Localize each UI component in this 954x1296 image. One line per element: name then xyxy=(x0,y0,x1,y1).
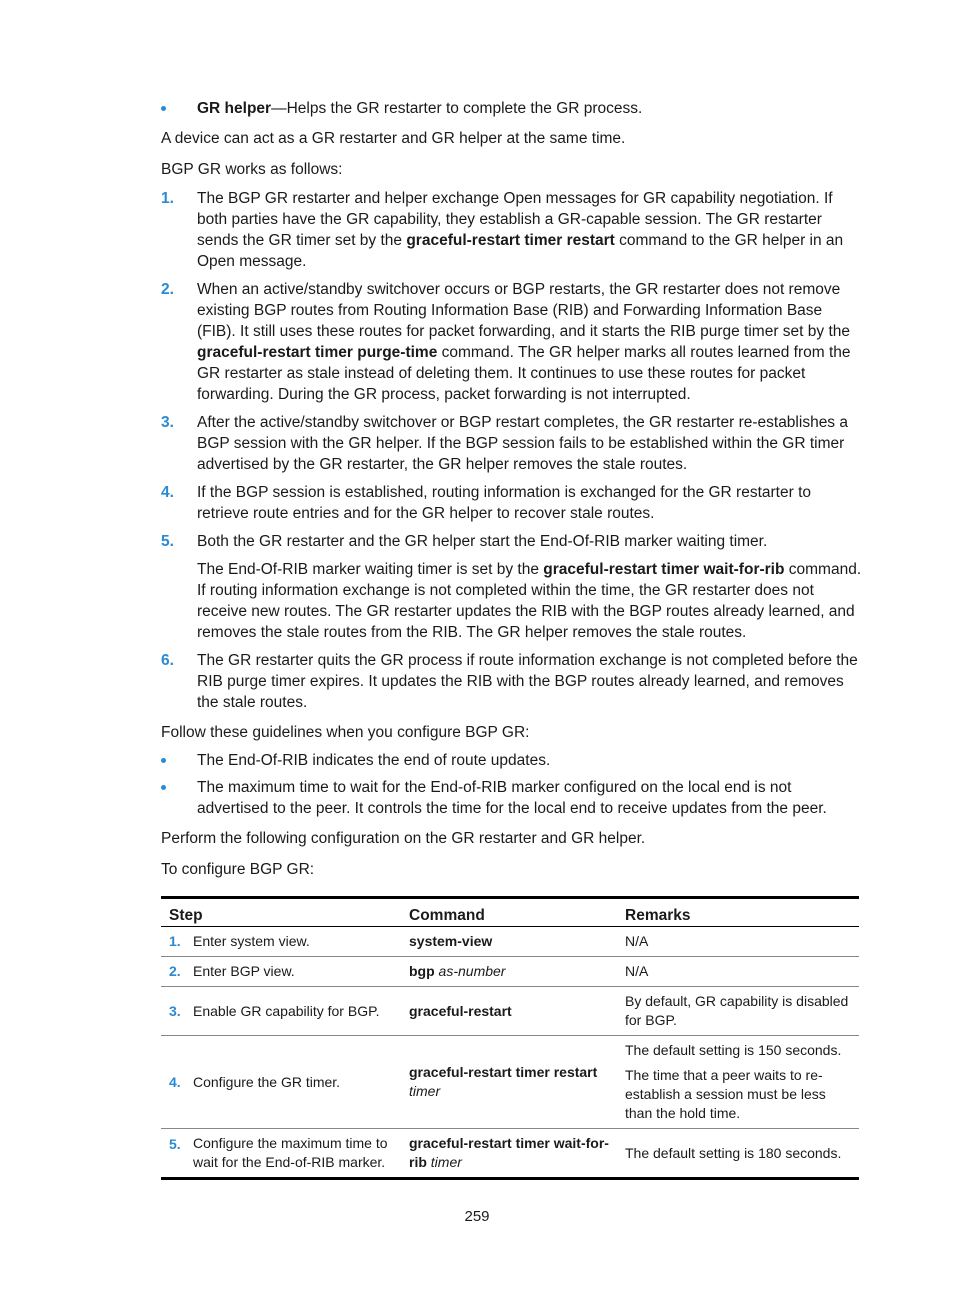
table-row xyxy=(161,1036,859,1129)
step-command: graceful-restart timer wait-for-rib xyxy=(543,561,785,578)
table-row xyxy=(161,1129,859,1179)
step-text: command. If routing information exchange is not completed within the time, the GR restarter does not receive new routes. The GR restarter updates the RIB with the BGP routes already learned, and removes the stale routes from the RIB. The GR helper removes the stale routes. xyxy=(197,561,862,641)
command-keyword: graceful-restart timer wait-for-rib xyxy=(409,1135,609,1170)
paragraph-perform: Perform the following configuration on the GR restarter and GR helper. xyxy=(161,830,646,847)
paragraph-device: A device can act as a GR restarter and GR helper at the same time. xyxy=(161,130,626,147)
page-number: 259 xyxy=(464,1208,490,1225)
header-step: Step xyxy=(161,898,401,927)
remark-text: By default, GR capability is disabled for BGP. xyxy=(625,993,849,1028)
remark-text: The time that a peer waits to re-establish a session must be less than the hold time. xyxy=(625,1067,826,1121)
document-body xyxy=(161,98,865,1180)
command-argument: timer xyxy=(409,1083,441,1099)
paragraph-works: BGP GR works as follows: xyxy=(161,161,343,178)
table-header-row xyxy=(161,898,859,927)
steps-list xyxy=(161,188,865,713)
row-remarks xyxy=(617,957,859,987)
command-keyword: graceful-restart xyxy=(409,1002,512,1019)
remark-text: N/A xyxy=(625,933,649,949)
header-remarks: Remarks xyxy=(617,898,859,927)
row-step-number: 1. xyxy=(161,927,185,957)
step-number: 2. xyxy=(161,281,174,298)
step-number: 6. xyxy=(161,652,174,669)
paragraph-configure: To configure BGP GR: xyxy=(161,861,315,878)
command-argument: as-number xyxy=(438,963,506,979)
guideline-item-2 xyxy=(161,777,865,819)
command-keyword: bgp xyxy=(409,963,435,979)
row-step-number: 4. xyxy=(161,1036,185,1129)
paragraph-guidelines: Follow these guidelines when you configure BGP GR: xyxy=(161,724,530,741)
step-text: command. The GR helper marks all routes learned from the GR restarter as stale instead of deleting them. It continues to use these routes for packet forwarding. During the GR process, packet forwarding is not interrupted. xyxy=(197,344,851,403)
table-row xyxy=(161,987,859,1036)
remark-text: The default setting is 180 seconds. xyxy=(625,1144,842,1161)
row-command xyxy=(401,957,617,987)
bullet-dot-icon xyxy=(161,758,166,763)
step-item-2 xyxy=(161,279,865,405)
guideline-text: The End-Of-RIB indicates the end of route updates. xyxy=(197,752,551,769)
bullet-dot-icon xyxy=(161,106,166,111)
row-step-number: 3. xyxy=(161,987,185,1036)
row-command xyxy=(401,1036,617,1129)
remark-text: The default setting is 150 seconds. xyxy=(625,1042,842,1058)
row-description: Enter BGP view. xyxy=(185,957,401,987)
table-row xyxy=(161,927,859,957)
command-keyword: system-view xyxy=(409,933,493,949)
row-remarks xyxy=(617,927,859,957)
bullet-gr-helper xyxy=(161,98,865,119)
step-number: 5. xyxy=(161,533,174,550)
row-remarks xyxy=(617,1036,859,1129)
header-command: Command xyxy=(401,898,617,927)
command-keyword: graceful-restart timer restart xyxy=(409,1064,598,1080)
step-text: After the active/standby switchover or BGP restart completes, the GR restarter re-establishes a BGP session with the GR helper. If the BGP session fails to be established within the GR timer advertised by the GR restarter, the GR helper removes the stale routes. xyxy=(197,414,848,473)
command-argument: timer xyxy=(430,1154,462,1170)
term-gr-helper: GR helper xyxy=(197,100,272,117)
table-row xyxy=(161,957,859,987)
row-command xyxy=(401,987,617,1036)
step-text: When an active/standby switchover occurs or BGP restarts, the GR restarter does not remove existing BGP routes from Routing Information Base (RIB) and Forwarding Information Base (FIB). It still uses these routes for packet forwarding, and it starts the RIB purge timer set by the xyxy=(197,281,850,340)
bullet-text: —Helps the GR restarter to complete the GR process. xyxy=(271,100,643,117)
step-text: The GR restarter quits the GR process if route information exchange is not completed before the RIB purge timer expires. It updates the RIB with the BGP routes already learned, and removes the stale routes. xyxy=(197,652,858,711)
step-text: The End-Of-RIB marker waiting timer is set by the xyxy=(197,561,544,578)
step-item-1 xyxy=(161,188,865,272)
step-5-detail xyxy=(161,559,865,643)
row-description: Enable GR capability for BGP. xyxy=(185,987,401,1036)
row-command xyxy=(401,927,617,957)
step-item-4 xyxy=(161,482,865,524)
step-text: The BGP GR restarter and helper exchange Open messages for GR capability negotiation. If both parties have the GR capability, they establish a GR-capable session. The GR restarter sends the GR timer set by the xyxy=(197,190,833,249)
step-number: 3. xyxy=(161,414,174,431)
remark-text: N/A xyxy=(625,963,649,979)
row-remarks xyxy=(617,1129,859,1179)
step-command: graceful-restart timer restart xyxy=(406,232,615,249)
step-text: Both the GR restarter and the GR helper start the End-Of-RIB marker waiting timer. xyxy=(197,533,768,550)
row-description: Configure the GR timer. xyxy=(185,1036,401,1129)
guideline-text: The maximum time to wait for the End-of-RIB marker configured on the local end is not advertised to the peer. It controls the time for the local end to receive updates from the peer. xyxy=(197,779,827,817)
step-number: 4. xyxy=(161,484,174,501)
step-text: command to the GR helper in an Open message. xyxy=(197,232,844,270)
step-item-3 xyxy=(161,412,865,475)
guideline-item-1 xyxy=(161,750,865,771)
row-command xyxy=(401,1129,617,1179)
bullet-dot-icon xyxy=(161,785,166,790)
step-item-5 xyxy=(161,531,865,552)
step-item-6 xyxy=(161,650,865,713)
row-description: Configure the maximum time to wait for the End-of-RIB marker. xyxy=(185,1129,401,1179)
row-step-number: 5. xyxy=(161,1129,185,1179)
row-remarks xyxy=(617,987,859,1036)
config-table xyxy=(161,896,859,1180)
row-description: Enter system view. xyxy=(185,927,401,957)
step-command: graceful-restart timer purge-time xyxy=(197,344,438,361)
step-number: 1. xyxy=(161,190,174,207)
step-text: If the BGP session is established, routing information is exchanged for the GR restarter to retrieve route entries and for the GR helper to recover stale routes. xyxy=(197,484,811,522)
row-step-number: 2. xyxy=(161,957,185,987)
